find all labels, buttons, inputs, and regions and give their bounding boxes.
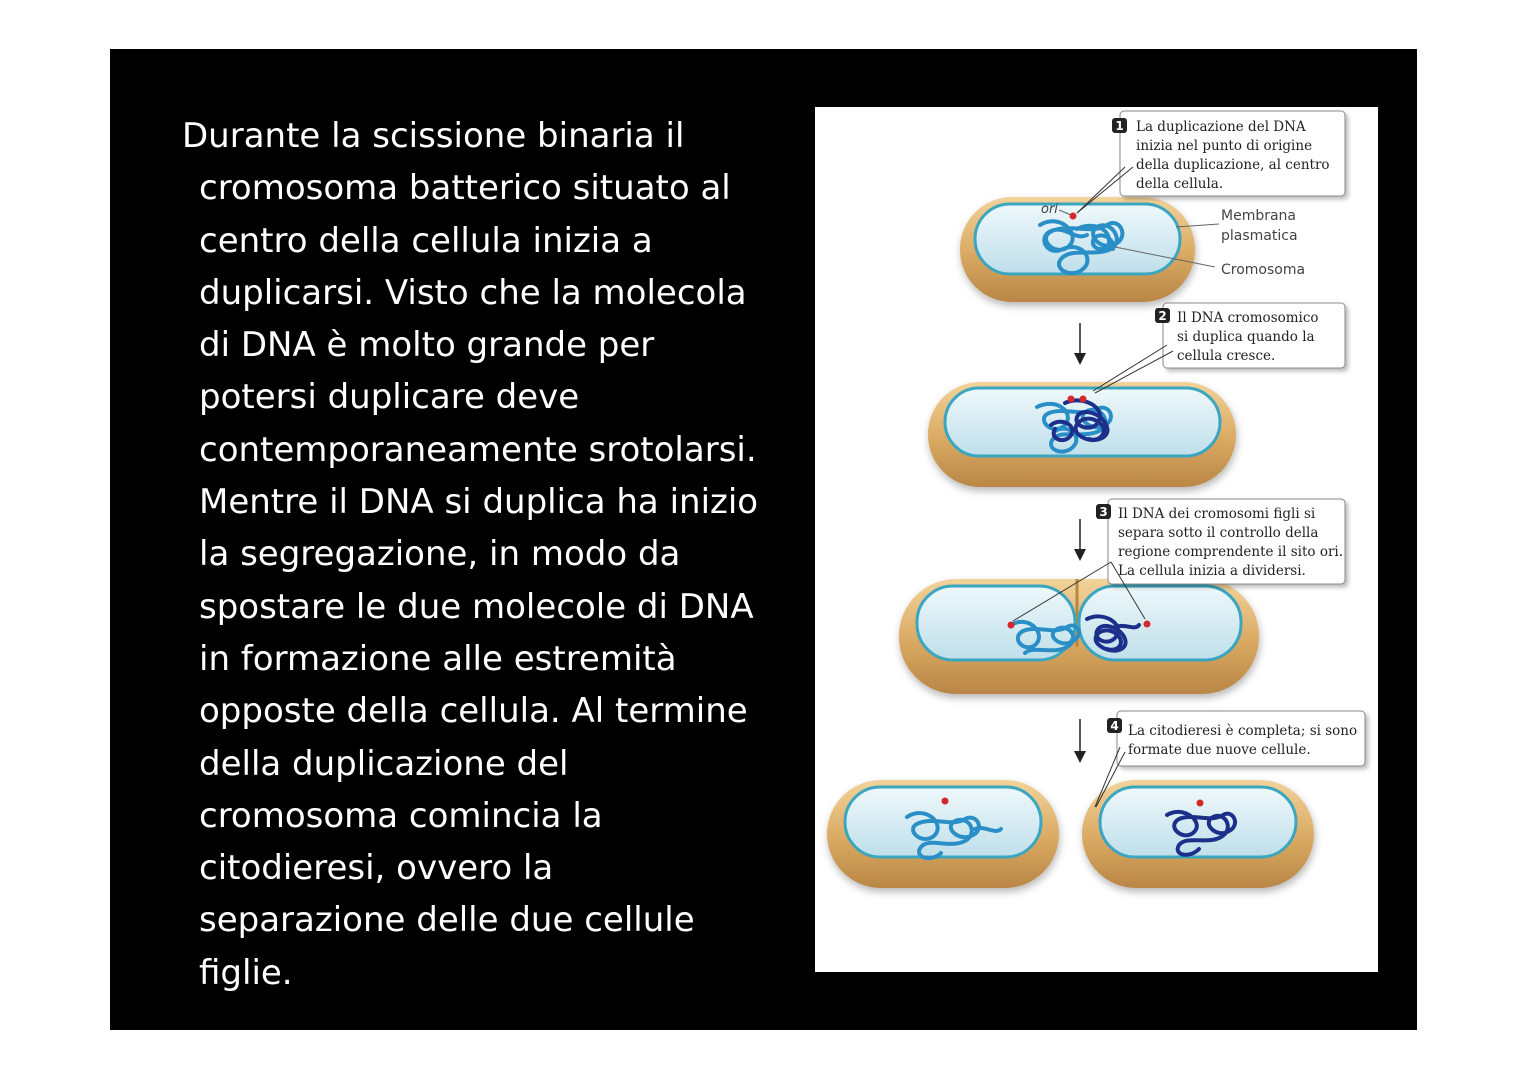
daughter-cell-left [827, 780, 1059, 888]
membrane-label: Membrana [1221, 208, 1297, 224]
callout-line: formate due nuove cellule. [1128, 742, 1311, 758]
callout-line: regione comprendente il sito ori. [1118, 544, 1344, 560]
binary-fission-figure [815, 107, 1378, 972]
origin-dot [1144, 621, 1151, 628]
callout-line: della cellula. [1136, 176, 1224, 192]
text-line: opposte della cellula. Al termine [199, 691, 748, 732]
cell-stage-1 [960, 197, 1305, 302]
binary-fission-diagram [815, 107, 1378, 972]
text-line: cromosoma comincia la [199, 795, 603, 836]
step-number: 3 [1099, 505, 1108, 519]
body-text [182, 110, 822, 999]
text-line: centro della cellula inizia a [199, 220, 653, 261]
origin-dot [1080, 396, 1087, 403]
cell-stage-3 [899, 579, 1259, 694]
callout-line: La cellula inizia a dividersi. [1118, 563, 1306, 579]
text-line: la segregazione, in modo da [199, 534, 681, 575]
chromosome-label: Cromosoma [1221, 262, 1306, 278]
callout-line: Il DNA cromosomico [1177, 310, 1319, 326]
origin-dot [942, 798, 949, 805]
callout-line: separa sotto il controllo della [1118, 525, 1319, 541]
step-number: 1 [1115, 119, 1124, 133]
origin-dot [1068, 396, 1075, 403]
text-line: Durante la scissione binaria il [182, 116, 685, 156]
text-line: potersi duplicare deve [199, 377, 580, 418]
plasma-membrane [975, 204, 1180, 274]
origin-dot [1008, 622, 1015, 629]
text-line: Mentre il DNA si duplica ha inizio [199, 482, 759, 523]
callout-line: La duplicazione del DNA [1136, 119, 1306, 135]
text-line: duplicarsi. Visto che la molecola [199, 272, 747, 313]
callout-line: della duplicazione, al centro [1136, 157, 1330, 173]
step-number: 4 [1110, 719, 1119, 733]
ori-label: ori [1041, 202, 1058, 217]
callout-line: inizia nel punto di origine [1136, 138, 1313, 154]
text-line: contemporaneamente srotolarsi. [199, 429, 757, 470]
text-line: figlie. [199, 952, 293, 993]
text-line: di DNA è molto grande per [199, 325, 655, 366]
callout-line: Il DNA dei cromosomi figli si [1118, 506, 1316, 522]
text-line: della duplicazione del [199, 743, 569, 784]
text-line: cromosoma batterico situato al [199, 168, 731, 209]
text-line: separazione delle due cellule [199, 900, 695, 941]
daughter-cell-right [1082, 780, 1314, 888]
origin-dot [1197, 800, 1204, 807]
membrane-label: plasmatica [1221, 228, 1298, 244]
step-number: 2 [1158, 309, 1167, 323]
text-line: citodieresi, ovvero la [199, 848, 554, 889]
cell-stage-2 [928, 382, 1236, 487]
origin-dot [1070, 213, 1077, 220]
text-line: in formazione alle estremità [199, 638, 677, 679]
text-line: spostare le due molecole di DNA [199, 586, 754, 627]
callout-line: cellula cresce. [1177, 348, 1276, 364]
callout-step-2 [1093, 303, 1345, 393]
callout-line: si duplica quando la [1177, 329, 1315, 345]
callout-line: La citodieresi è completa; si sono [1128, 723, 1358, 739]
